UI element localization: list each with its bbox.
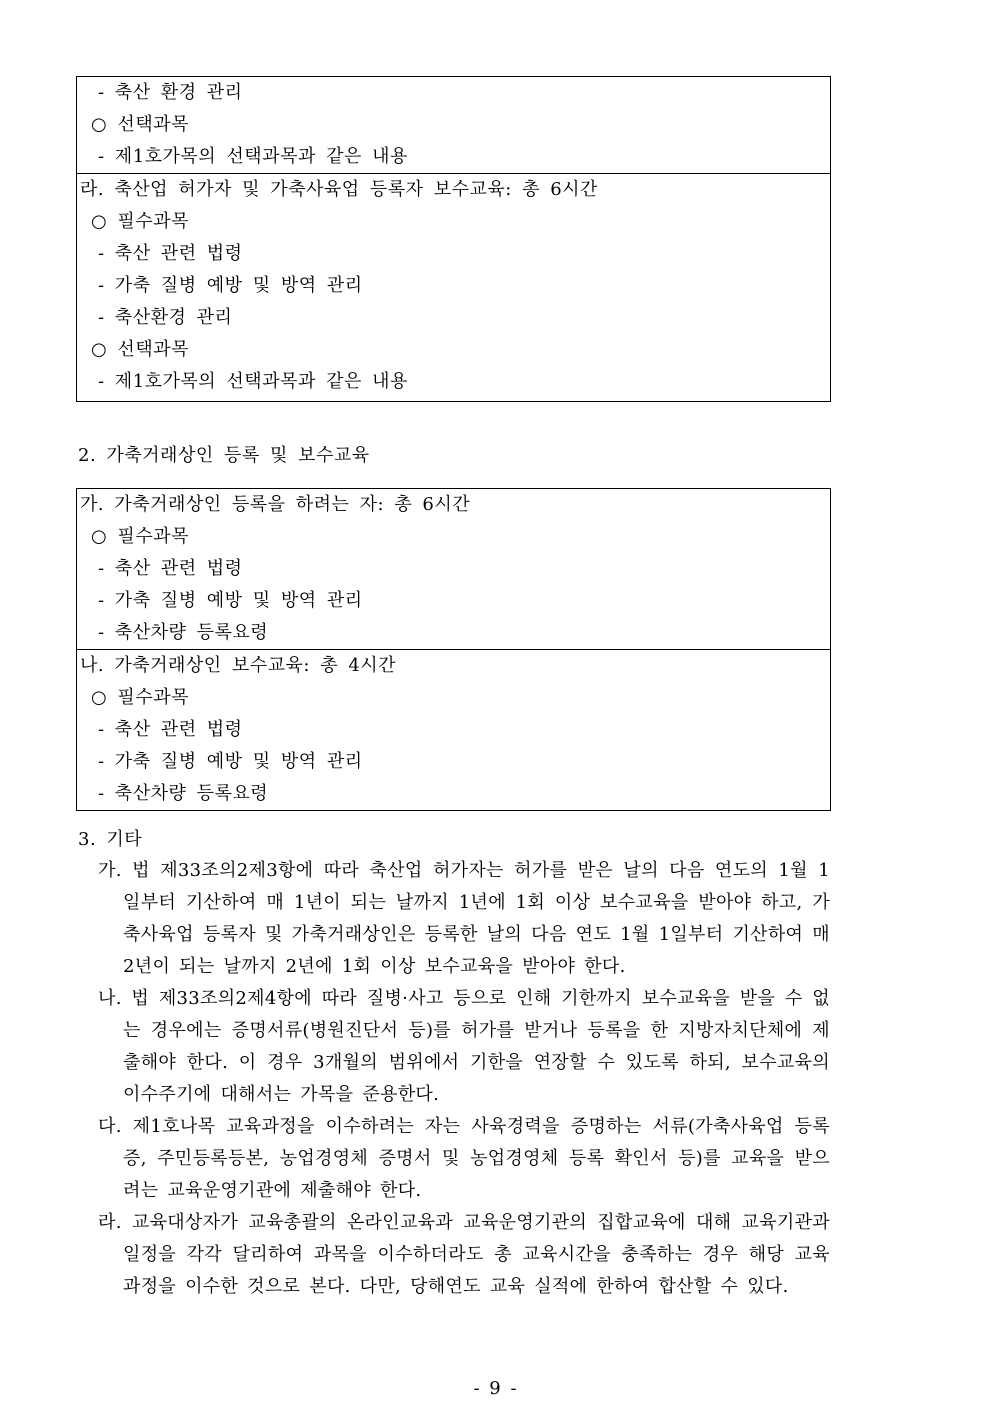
- note-paragraph: 가. 법 제33조의2제3항에 따라 축산업 허가자는 허가를 받은 날의 다음 연도의 1월 1일부터 기산하여 매 1년이 되는 날까지 1년에 1회 이상 보수교육을 받아야 하고, 가축사육업 등록자 및 가축거래상인은 등록한 날의 다음 연도 1월 1일부터 기산하여 매 2년이 되는 날까지 2년에 1회 이상 보수교육을 받아야 한다.: [98, 860, 830, 977]
- elective-heading: ○ 선택과목: [91, 339, 189, 360]
- course-item: - 축산 관련 법령: [98, 558, 243, 579]
- course-item: - 축산차량 등록요령: [98, 622, 269, 643]
- table-cell-na: [77, 649, 830, 810]
- required-heading: ○ 필수과목: [91, 211, 189, 232]
- course-item: - 제1호가목의 선택과목과 같은 내용: [98, 146, 408, 167]
- course-item: - 축산 관련 법령: [98, 243, 243, 264]
- table-cell-ra: [77, 173, 830, 401]
- cell-title: 라. 축산업 허가자 및 가축사육업 등록자 보수교육: 총 6시간: [80, 179, 598, 200]
- elective-heading: ○ 선택과목: [91, 114, 189, 135]
- course-item: - 가축 질병 예방 및 방역 관리: [98, 590, 363, 611]
- course-item: - 축산환경 관리: [98, 307, 233, 328]
- section-heading: 3. 기타: [78, 829, 143, 850]
- page-number: - 9 -: [473, 1378, 519, 1399]
- cell-title: 가. 가축거래상인 등록을 하려는 자: 총 6시간: [80, 494, 471, 515]
- required-heading: ○ 필수과목: [91, 526, 189, 547]
- note-paragraph: 나. 법 제33조의2제4항에 따라 질병·사고 등으로 인해 기한까지 보수교육을 받을 수 없는 경우에는 증명서류(병원진단서 등)를 허가를 받거나 등록을 한 지방자치단체에 제출해야 한다. 이 경우 3개월의 범위에서 기한을 연장할 수 있도록 하되, 보수교육의 이수주기에 대해서는 가목을 준용한다.: [98, 988, 830, 1105]
- course-item: - 제1호가목의 선택과목과 같은 내용: [98, 371, 408, 392]
- cell-title: 나. 가축거래상인 보수교육: 총 4시간: [80, 655, 397, 676]
- note-paragraph: 라. 교육대상자가 교육총괄의 온라인교육과 교육운영기관의 집합교육에 대해 교육기관과 일정을 각각 달리하여 과목을 이수하더라도 총 교육시간을 충족하는 경우 해당 교육과정을 이수한 것으로 본다. 다만, 당해연도 교육 실적에 한하여 합산할 수 있다.: [98, 1212, 830, 1297]
- notes-list: [98, 855, 830, 1303]
- course-item: - 축산 환경 관리: [98, 82, 243, 103]
- course-item: - 축산차량 등록요령: [98, 783, 269, 804]
- curriculum-table-1: [76, 76, 831, 402]
- course-item: - 가축 질병 예방 및 방역 관리: [98, 275, 363, 296]
- curriculum-table-2: [76, 488, 831, 811]
- table-cell-ga: [77, 489, 830, 649]
- required-heading: ○ 필수과목: [91, 687, 189, 708]
- table-cell-continued: [77, 77, 830, 173]
- course-item: - 가축 질병 예방 및 방역 관리: [98, 751, 363, 772]
- section-heading: 2. 가축거래상인 등록 및 보수교육: [78, 445, 370, 466]
- course-item: - 축산 관련 법령: [98, 719, 243, 740]
- note-paragraph: 다. 제1호나목 교육과정을 이수하려는 자는 사육경력을 증명하는 서류(가축사육업 등록증, 주민등록등본, 농업경영체 증명서 및 농업경영체 등록 확인서 등)를 교육을 받으려는 교육운영기관에 제출해야 한다.: [98, 1116, 830, 1201]
